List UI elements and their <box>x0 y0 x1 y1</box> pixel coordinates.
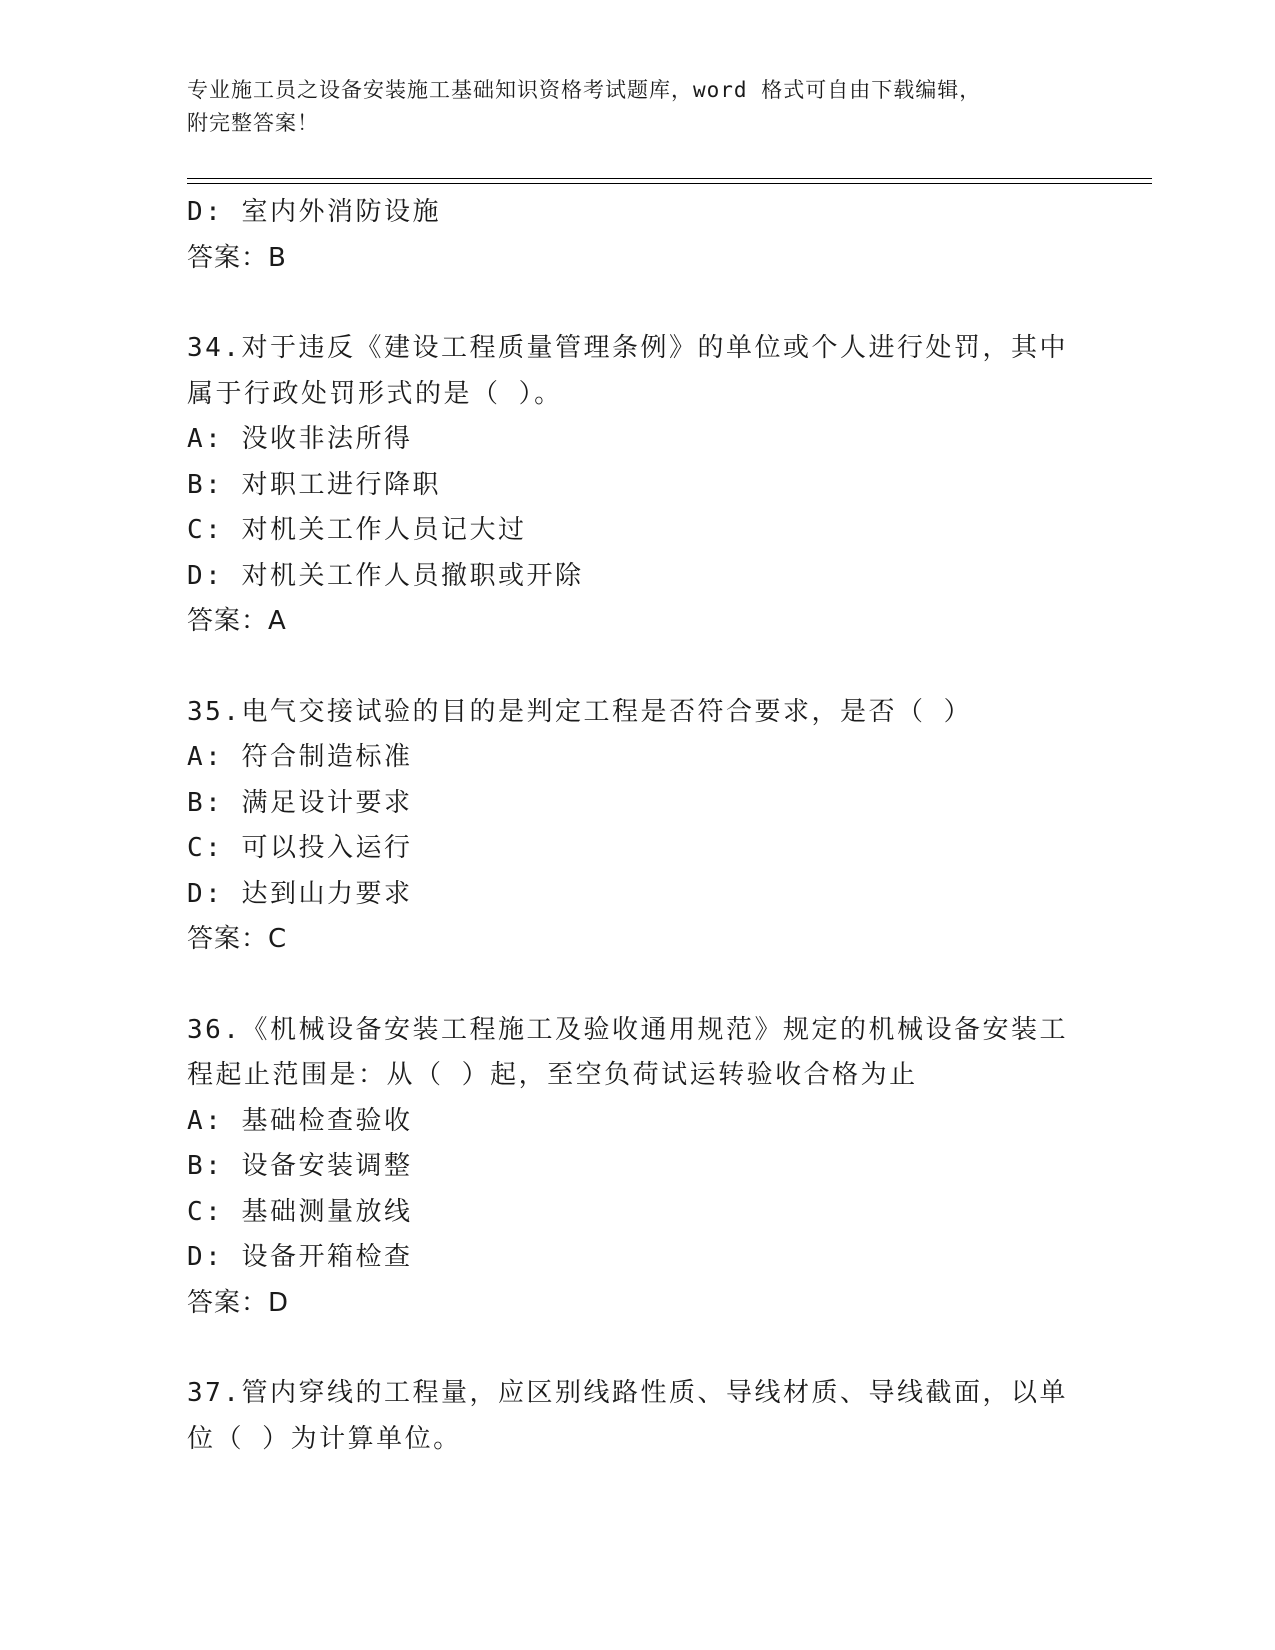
option-a: A: 符合制造标准 <box>187 742 413 772</box>
answer-line: 答案：A <box>187 606 287 636</box>
spacer <box>187 281 1087 326</box>
question-list <box>187 190 1087 1462</box>
option-a: A: 基础检查验收 <box>187 1105 413 1136</box>
question-text-line: 34.对于违反《建设工程质量管理条例》的单位或个人进行处罚，其中 <box>187 333 1068 363</box>
option-d: D: 对机关工作人员撤职或开除 <box>187 560 584 591</box>
header-divider-top <box>187 178 1152 179</box>
answer-line: 答案：B <box>187 242 287 273</box>
option-c: C: 对机关工作人员记大过 <box>187 515 527 545</box>
question-36 <box>187 1008 1087 1327</box>
spacer <box>187 1326 1087 1371</box>
spacer <box>187 963 1087 1008</box>
question-text-line: 属于行政处罚形式的是（ ）。 <box>187 378 563 409</box>
option-d: D: 达到山力要求 <box>187 878 413 909</box>
option-b: B: 满足设计要求 <box>187 787 413 818</box>
option-c: C: 基础测量放线 <box>187 1196 413 1227</box>
answer-line: 答案：D <box>187 1287 290 1318</box>
question-text-line: 37.管内穿线的工程量，应区别线路性质、导线材质、导线截面，以单 <box>187 1378 1068 1408</box>
option-b: B: 对职工进行降职 <box>187 469 441 500</box>
question-34 <box>187 326 1087 645</box>
question-text-line: 36.《机械设备安装工程施工及验收通用规范》规定的机械设备安装工 <box>187 1014 1068 1045</box>
header-line-1: 专业施工员之设备安装施工基础知识资格考试题库，word 格式可自由下载编辑， <box>187 78 982 102</box>
question-text-line: 程起止范围是：从（ ）起，至空负荷试运转验收合格为止 <box>187 1060 918 1090</box>
question-text-line: 35.电气交接试验的目的是判定工程是否符合要求，是否（ ） <box>187 696 973 727</box>
option-c: C: 可以投入运行 <box>187 833 413 863</box>
option-d: D: 室内外消防设施 <box>187 197 441 227</box>
answer-line: 答案：C <box>187 924 288 954</box>
question-37 <box>187 1371 1087 1462</box>
question-35 <box>187 690 1087 963</box>
question-text-line: 位（ ）为计算单位。 <box>187 1423 462 1454</box>
option-b: B: 设备安装调整 <box>187 1151 413 1181</box>
option-a: A: 没收非法所得 <box>187 424 413 454</box>
header-line-2: 附完整答案！ <box>187 111 319 135</box>
previous-question-fragment <box>187 190 1087 281</box>
header-divider-bottom <box>187 183 1152 184</box>
document-header <box>187 74 1087 140</box>
spacer <box>187 645 1087 690</box>
option-d: D: 设备开箱检查 <box>187 1242 413 1272</box>
